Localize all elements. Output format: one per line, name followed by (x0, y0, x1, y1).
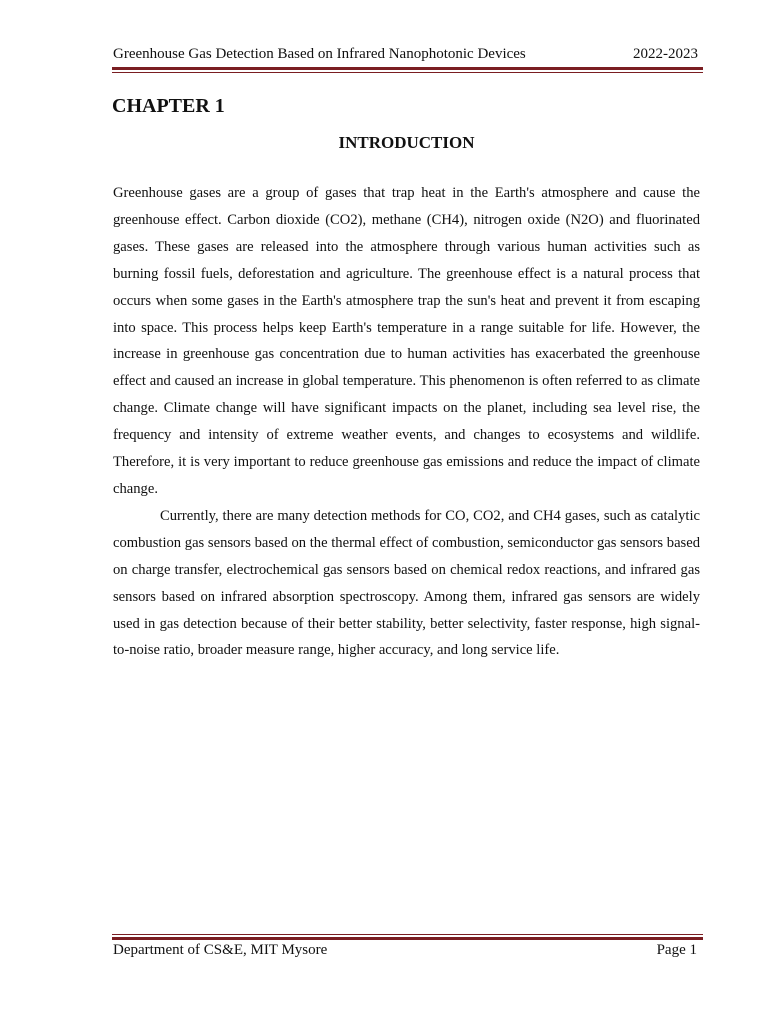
page-footer (113, 940, 697, 960)
header-rule-thin (112, 72, 703, 73)
footer-department: Department of CS&E, MIT Mysore (113, 942, 328, 958)
paragraph-2: Currently, there are many detection methods for CO, CO2, and CH4 gases, such as catalytic combustion gas sensors based on the thermal effect of combustion, semiconductor gas sensors based on charge transfer, electrochemical gas sensors based on chemical redox reactions, and infrared gas sensors based on infrared absorption spectroscopy. Among them, infrared gas sensors are widely used in gas detection because of their better stability, better selectivity, faster response, high signal-to-noise ratio, broader measure range, higher accuracy, and long service life. (113, 507, 700, 659)
footer-rule-thin (112, 934, 703, 935)
header-rule-thick (112, 67, 703, 70)
page-number: Page 1 (656, 942, 697, 958)
chapter-label: CHAPTER 1 (112, 95, 225, 117)
paragraph-1: Greenhouse gases are a group of gases that trap heat in the Earth's atmosphere and cause the greenhouse effect. Carbon dioxide (CO2), methane (CH4), nitrogen oxide (N2O) and fluorinated gases. These gases are released into the atmosphere through various human activities such as burning fossil fuels, deforestation and agriculture. The greenhouse effect is a natural process that occurs when some gases in the Earth's atmosphere trap the sun's heat and prevent it from escaping into space. This process helps keep Earth's temperature in a range suitable for life. However, the increase in greenhouse gas concentration due to human activities has exacerbated the greenhouse effect and caused an increase in global temperature. This phenomenon is often referred to as climate change. Climate change will have significant impacts on the planet, including sea level rise, the frequency and intensity of extreme weather events, and changes to ecosystems and wildlife. Therefore, it is very important to reduce greenhouse gas emissions and reduce the impact of climate change. (113, 185, 700, 497)
body-text (113, 180, 700, 664)
header-year: 2022-2023 (633, 46, 698, 62)
header-title: Greenhouse Gas Detection Based on Infrared Nanophotonic Devices (113, 46, 526, 62)
page-header (113, 44, 698, 64)
section-title: INTRODUCTION (338, 133, 475, 152)
